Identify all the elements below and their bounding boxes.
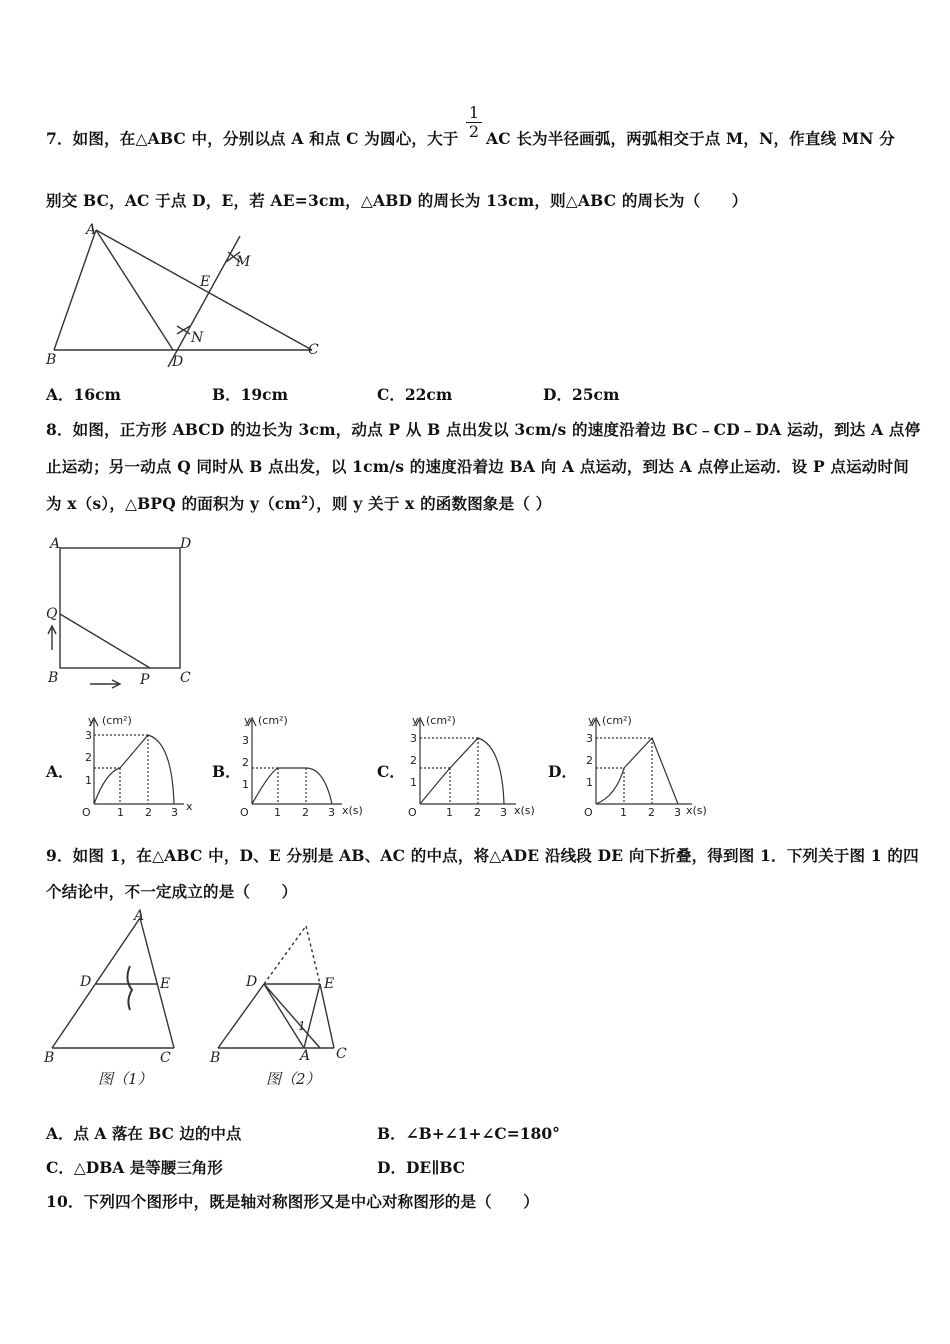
q8-graph-c-y: y <box>412 714 419 727</box>
q9-fig1-label-D: D <box>80 974 92 990</box>
q8-graph-c-y3: 3 <box>410 732 417 745</box>
q8-graph-b-origin: O <box>240 806 249 819</box>
q8-graph-c-origin: O <box>408 806 417 819</box>
q7-option-d[interactable]: D．25cm <box>543 385 620 404</box>
q9-figure-1 <box>40 910 190 1090</box>
q8-graph-b-t1: 1 <box>274 806 281 819</box>
q8-label-D: D <box>180 536 192 552</box>
q8-graph-d-origin: O <box>584 806 593 819</box>
q8-graph-a-y2: 2 <box>85 751 92 764</box>
q9-option-c[interactable]: C．△DBA 是等腰三角形 <box>46 1158 223 1177</box>
q9-fig1-label-B: B <box>44 1050 55 1066</box>
q8-graph-c-unit: (cm²) <box>426 714 456 727</box>
q8-graph-d-xs: x(s) <box>686 804 707 817</box>
q9-fig2-label-D: D <box>246 974 258 990</box>
q9-fig1-label-A: A <box>134 908 145 924</box>
q7-option-a[interactable]: A．16cm <box>46 385 121 404</box>
q8-label-Q: Q <box>46 606 58 622</box>
q8-graph-option-a[interactable]: A． <box>46 762 74 781</box>
q9-line1: 9．如图 1，在△ABC 中，D、E 分别是 AB、AC 的中点，将△ADE 沿线段 DE 向下折叠，得到图 1．下列关于图 1 的四 <box>46 846 919 865</box>
q8-graph-b-t3: 3 <box>328 806 335 819</box>
q9-option-b[interactable]: B．∠B+∠1+∠C=180° <box>377 1124 560 1143</box>
q8-graph-option-b[interactable]: B． <box>212 762 241 781</box>
q8-graph-b <box>236 712 366 822</box>
q7-line1-prefix: 7．如图，在△ABC 中，分别以点 A 和点 C 为圆心，大于 <box>46 129 459 148</box>
q9-fig2-caption: 图（2） <box>266 1070 321 1088</box>
q8-graph-d-y1: 1 <box>586 776 593 789</box>
q8-label-P: P <box>140 672 150 688</box>
q7-label-M: M <box>236 254 251 270</box>
q8-graph-b-y3: 3 <box>242 734 249 747</box>
q8-graph-a-t2: 2 <box>145 806 152 819</box>
q8-graph-d-y: y <box>588 714 595 727</box>
q9-fig2-label-C: C <box>336 1046 347 1062</box>
q7-label-A: A <box>86 222 97 238</box>
q8-graph-d-t2: 2 <box>648 806 655 819</box>
q8-graph-c-y1: 1 <box>410 776 417 789</box>
q8-graph-a-y3: 3 <box>85 729 92 742</box>
q8-graph-a-t1: 1 <box>117 806 124 819</box>
q7-label-N: N <box>191 330 204 346</box>
q8-graph-b-y1: 1 <box>242 778 249 791</box>
q8-graph-c-t3: 3 <box>500 806 507 819</box>
q9-fig2-label-B: B <box>210 1050 221 1066</box>
q9-fig2-label-A: A <box>300 1048 311 1064</box>
q8-graph-a <box>76 712 196 822</box>
q8-graph-c <box>404 712 544 822</box>
q7-figure <box>40 222 340 372</box>
q8-label-A: A <box>50 536 61 552</box>
q8-graph-a-t3: 3 <box>171 806 178 819</box>
q9-option-d[interactable]: D．DE∥BC <box>377 1158 466 1177</box>
q8-graph-d-y3: 3 <box>586 732 593 745</box>
q7-frac-num: 1 <box>468 103 480 122</box>
q8-graph-b-xs: x(s) <box>342 804 363 817</box>
q7-option-c[interactable]: C．22cm <box>377 385 453 404</box>
q8-graph-c-y2: 2 <box>410 754 417 767</box>
q8-graph-b-y: y <box>244 714 251 727</box>
q8-line3b: ），则 y 关于 x 的函数图象是（ ） <box>308 494 552 513</box>
q8-line3 <box>46 492 551 514</box>
q9-figure-2 <box>208 910 368 1090</box>
q8-graph-c-t2: 2 <box>474 806 481 819</box>
q8-graph-option-c[interactable]: C． <box>377 762 405 781</box>
q8-graph-c-xs: x(s) <box>514 804 535 817</box>
q8-graph-c-t1: 1 <box>446 806 453 819</box>
q7-label-D: D <box>172 354 184 370</box>
q8-graph-b-t2: 2 <box>302 806 309 819</box>
q8-square-figure <box>40 532 210 692</box>
q8-label-C: C <box>180 670 191 686</box>
q8-line3a: 为 x（s），△BPQ 的面积为 y（cm <box>46 494 302 513</box>
q7-frac-den: 2 <box>466 122 482 141</box>
q9-fig1-label-C: C <box>160 1050 171 1066</box>
q10-line1: 10．下列四个图形中，既是轴对称图形又是中心对称图形的是（ ） <box>46 1192 539 1211</box>
q7-line1-suffix: AC 长为半径画弧，两弧相交于点 M，N，作直线 MN 分 <box>486 129 895 148</box>
q8-line2: 止运动；另一动点 Q 同时从 B 点出发，以 1cm/s 的速度沿着边 BA 向 A 点运动，到达 A 点停止运动．设 P 点运动时间 <box>46 457 909 476</box>
q7-option-b[interactable]: B．19cm <box>212 385 289 404</box>
q9-fig1-label-E: E <box>160 976 171 992</box>
q9-line2: 个结论中，不一定成立的是（ ） <box>46 882 298 901</box>
q8-graph-a-unit: (cm²) <box>102 714 132 727</box>
q8-graph-option-d[interactable]: D． <box>548 762 577 781</box>
q8-graph-d-unit: (cm²) <box>602 714 632 727</box>
q9-option-a[interactable]: A．点 A 落在 BC 边的中点 <box>46 1124 242 1143</box>
q8-graph-d-y2: 2 <box>586 754 593 767</box>
q8-graph-a-y1: 1 <box>85 774 92 787</box>
q8-line3-sup: 2 <box>301 494 309 506</box>
q7-label-C: C <box>308 342 319 358</box>
q9-fig2-label-E: E <box>324 976 335 992</box>
q8-graph-a-y: y <box>88 714 95 727</box>
q8-graph-d-t1: 1 <box>620 806 627 819</box>
q7-fraction <box>466 104 482 141</box>
q7-label-E: E <box>200 274 211 290</box>
q8-graph-a-x: x <box>186 800 193 813</box>
q8-graph-b-y2: 2 <box>242 756 249 769</box>
q7-line2: 别交 BC，AC 于点 D，E，若 AE=3cm，△ABD 的周长为 13cm，则△ABC 的周长为（ ） <box>46 191 748 210</box>
q8-graph-b-unit: (cm²) <box>258 714 288 727</box>
q8-graph-d-t3: 3 <box>674 806 681 819</box>
q8-label-B: B <box>48 670 59 686</box>
q8-graph-d <box>580 712 720 822</box>
q9-fig1-caption: 图（1） <box>98 1070 153 1088</box>
q9-fig2-label-1: 1 <box>298 1019 306 1033</box>
q8-line1: 8．如图，正方形 ABCD 的边长为 3cm，动点 P 从 B 点出发以 3cm/s 的速度沿着边 BC﹣CD﹣DA 运动，到达 A 点停 <box>46 420 921 439</box>
q8-graph-a-origin: O <box>82 806 91 819</box>
q7-label-B: B <box>46 352 57 368</box>
